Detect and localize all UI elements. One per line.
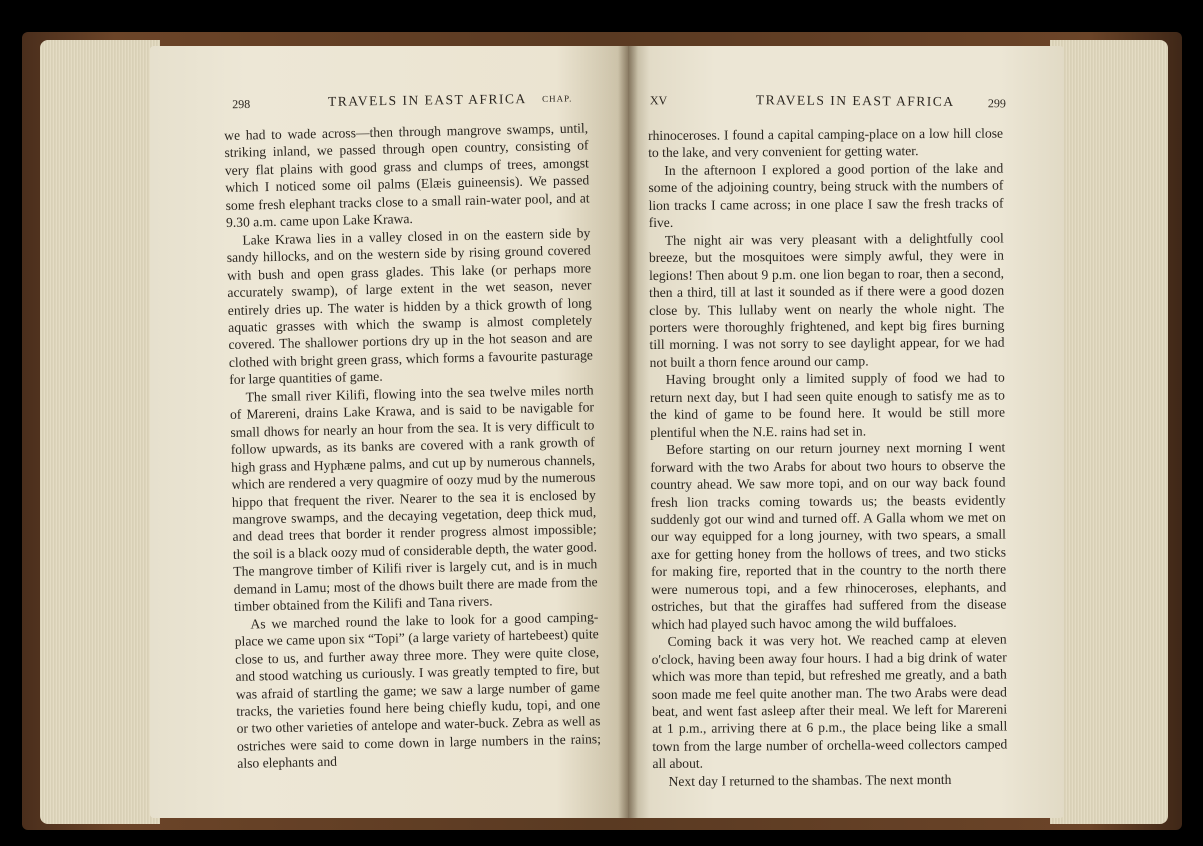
left-chapter-mark: CHAP. — [542, 93, 573, 104]
right-page-text — [648, 125, 1008, 791]
left-page-header — [150, 90, 628, 112]
left-page-text — [224, 119, 601, 772]
right-chapter-mark: XV — [649, 93, 668, 108]
left-page — [150, 46, 628, 818]
paragraph: In the afternoon I explored a good portion of the lake and some of the adjoining country, being struck with the numbers of lion tracks I came across; in one place I saw the fresh tracks of five. — [648, 160, 1004, 231]
paragraph: The small river Kilifi, flowing into the sea twelve miles north of Marereni, drains Lake Krawa, and is said to be navigable for small dhows for nearly an hour from the sea. It is very difficult to follow upwards, as its banks are covered with a rank growth of high grass and Hyphæne palms, and cut up by numerous channels, which are rendered a very quagmire of oozy mud by the numerous hippo that frequent the river. Nearer to the sea it is enclosed by mangrove swamps, and the decaying vegetation, deep thick mud, and dead trees that border it render progress almost impossible; the soil is a black oozy mud of considerable depth, the water good. The mangrove timber of Kilifi river is largely cut, and is in much demand in Lamu; most of the dhows built there are made from the timber obtained from the Kilifi and Tana rivers. — [229, 382, 598, 615]
paragraph: rhinoceroses. I found a capital camping-place on a low hill close to the lake, and very convenient for getting water. — [648, 125, 1004, 161]
paragraph: Lake Krawa lies in a valley closed in on the eastern side by sandy hillocks, and on the western side by rising ground covered with bush and open grass glades. This lake (or perhaps more accurately swamp), of large extent in the wet season, never entirely dries up. The water is hidden by a thick growth of long aquatic grasses with which the swamp is almost completely covered. The shallower portions dry up in the hot season and are clothed with bright green grass, which forms a favourite pasturage for large quantities of game. — [226, 225, 594, 388]
left-running-head: TRAVELS IN EAST AFRICA — [328, 91, 527, 109]
paragraph: Before starting on our return journey next morning I went forward with the two Arabs for about two hours to observe the country ahead. We saw more topi, and on our way back found fresh lion tracks coming towards us; the beasts evidently suddenly got our wind and turned off. A Galla whom we met on our way equipped for a long journey, with two spears, a small axe for getting honey from the hollows of trees, and two sticks for making fire, reported that in the country to the north there were numerous topi, and a few rhinoceroses, elephants, and ostriches, but that the giraffes had suffered from the disease which had played such havoc among the wild buffaloes. — [650, 439, 1007, 632]
paragraph: Coming back it was very hot. We reached camp at eleven o'clock, having been away four hours. I had a big drink of water which was more than tepid, but refreshed me greatly, and a bath soon made me feel quite another man. The two Arabs were dead beat, and went fast asleep after their meal. We left for Marereni at 1 p.m., arriving there at 6 p.m., the place being like a small town from the large number of orchella-weed collectors camped all about. — [651, 631, 1008, 772]
right-running-head: TRAVELS IN EAST AFRICA — [755, 92, 955, 109]
paragraph: The night air was very pleasant with a delightfully cool breeze, but the mosquitoes were simply awful, they were in legions! Then about 9 p.m. one lion began to roar, then a second, then a third, till at last it sounded as if there were a good dozen close by. This lullaby went on nearly the whole night. The porters were thoroughly frightened, and kept big fires burning till morning. I was not sorry to see daylight appear, for we had not built a thorn fence around our camp. — [648, 230, 1005, 370]
right-page-edges — [1050, 40, 1168, 824]
paragraph: Having brought only a limited supply of food we had to return next day, but I had seen quite enough to satisfy me as to the kind of game to be found here. It would be still more plentiful when the N.E. rains had set in. — [649, 369, 1006, 440]
right-page — [628, 46, 1064, 818]
right-page-number: 299 — [987, 96, 1006, 111]
right-page-header — [628, 91, 1064, 111]
book-gutter — [618, 46, 638, 818]
paragraph: we had to wade across—then through mangrove swamps, until, striking inland, we passed through open country, consisting of very flat plains with good grass and clumps of trees, amongst which I noticed some oil palms (Elæis guineensis). We passed some fresh elephant tracks close to a small rain-water pool, and at 9.30 a.m. came upon Lake Krawa. — [224, 120, 590, 231]
left-page-edges — [40, 40, 160, 824]
left-page-number: 298 — [232, 96, 251, 112]
paragraph: As we marched round the lake to look for a good camping-place we came upon six “Topi” (a large variety of hartebeest) quite close to us, and further away three more. They were quite close, and stood watching us curiously. I was greatly tempted to fire, but was afraid of startling the game; we saw a large number of game tracks, the varieties found here being chiefly kudu, topi, and one or two other varieties of antelope and water-buck. Zebra as well as ostriches were said to come down in large numbers in the rains; also elephants and — [234, 608, 602, 772]
paragraph: Next day I returned to the shambas. The next month — [668, 771, 952, 789]
